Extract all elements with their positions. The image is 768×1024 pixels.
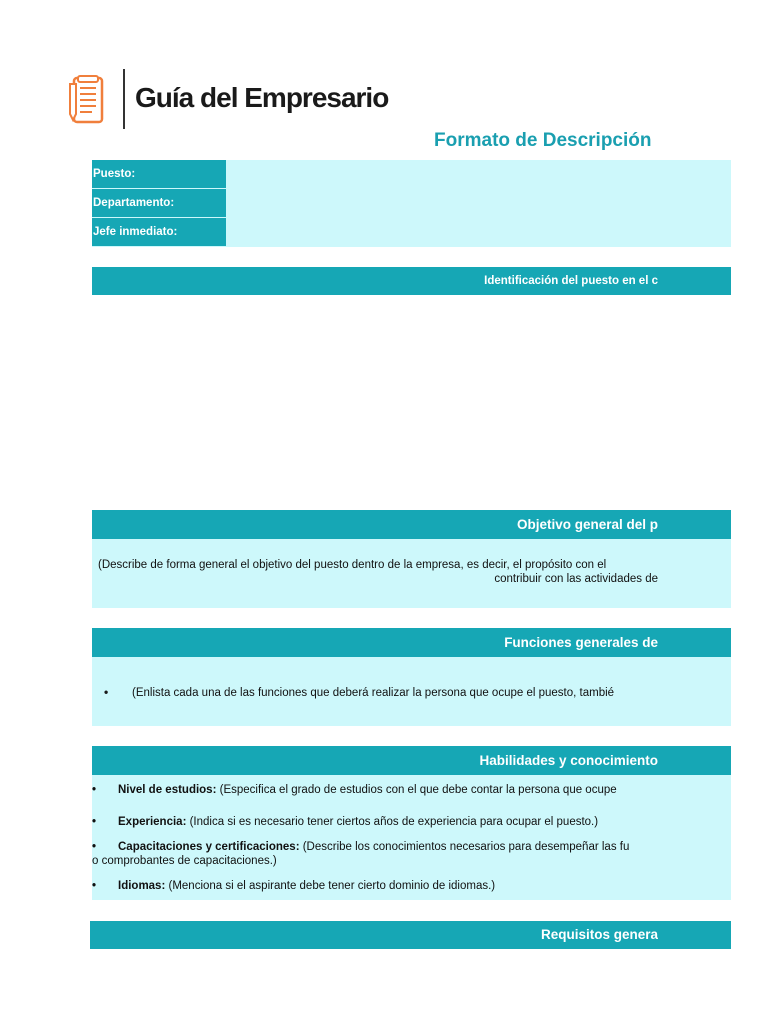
field-value-puesto[interactable] xyxy=(228,160,731,188)
field-label-departamento: Departamento: xyxy=(92,189,226,217)
brand-name: Guía del Empresario xyxy=(135,82,389,113)
skill-text-studies: (Especifica el grado de estudios con el que debe contar la persona que ocupe xyxy=(216,784,617,796)
objective-text-line2: contribuir con las actividades de xyxy=(494,573,658,585)
document-title: Formato de Descripción xyxy=(434,130,652,151)
identification-body xyxy=(92,295,731,495)
objective-text-line1: (Describe de forma general el objetivo del puesto dentro de la empresa, es decir, el propósito con el xyxy=(98,559,607,571)
field-label-jefe-inmediato: Jefe inmediato: xyxy=(92,218,226,246)
brand-divider xyxy=(123,69,125,129)
bullet: • xyxy=(92,880,97,892)
objective-header-text: Objetivo general del p xyxy=(516,517,658,532)
bullet: • xyxy=(92,784,97,796)
skill-item-languages xyxy=(92,879,658,894)
bullet: • xyxy=(92,816,97,828)
skill-text-experience: (Indica si es necesario tener ciertos años de experiencia para ocupar el puesto.) xyxy=(186,816,599,828)
skill-item-certifications-cont: o comprobantes de capacitaciones.) xyxy=(92,855,277,867)
skill-text-certifications: (Describe los conocimientos necesarios para desempeñar las fu xyxy=(299,841,630,853)
skills-header-text: Habilidades y conocimiento xyxy=(479,753,658,768)
field-label-puesto: Puesto: xyxy=(92,160,226,188)
requirements-header-text: Requisitos genera xyxy=(540,927,658,942)
functions-bullet: • xyxy=(104,685,109,699)
skill-item-studies xyxy=(92,783,658,798)
skill-text-languages: (Menciona si el aspirante debe tener cierto dominio de idiomas.) xyxy=(165,880,496,892)
skill-item-experience xyxy=(92,815,658,830)
field-value-jefe-inmediato[interactable] xyxy=(228,218,731,246)
skill-key-languages: Idiomas: xyxy=(118,880,166,892)
functions-item-text: (Enlista cada una de las funciones que deberá realizar la persona que ocupe el puesto, tambié xyxy=(132,687,615,699)
skill-key-certifications: Capacitaciones y certificaciones: xyxy=(118,841,300,853)
functions-header-text: Funciones generales de xyxy=(504,635,658,650)
identification-header-text: Identificación del puesto en el c xyxy=(484,275,658,287)
bullet: • xyxy=(92,841,97,853)
skill-key-studies: Nivel de estudios: xyxy=(118,784,217,796)
skill-item-certifications xyxy=(92,840,658,855)
field-value-departamento[interactable] xyxy=(228,189,731,217)
skill-key-experience: Experiencia: xyxy=(118,816,187,828)
brand-logo-icon xyxy=(68,74,108,126)
